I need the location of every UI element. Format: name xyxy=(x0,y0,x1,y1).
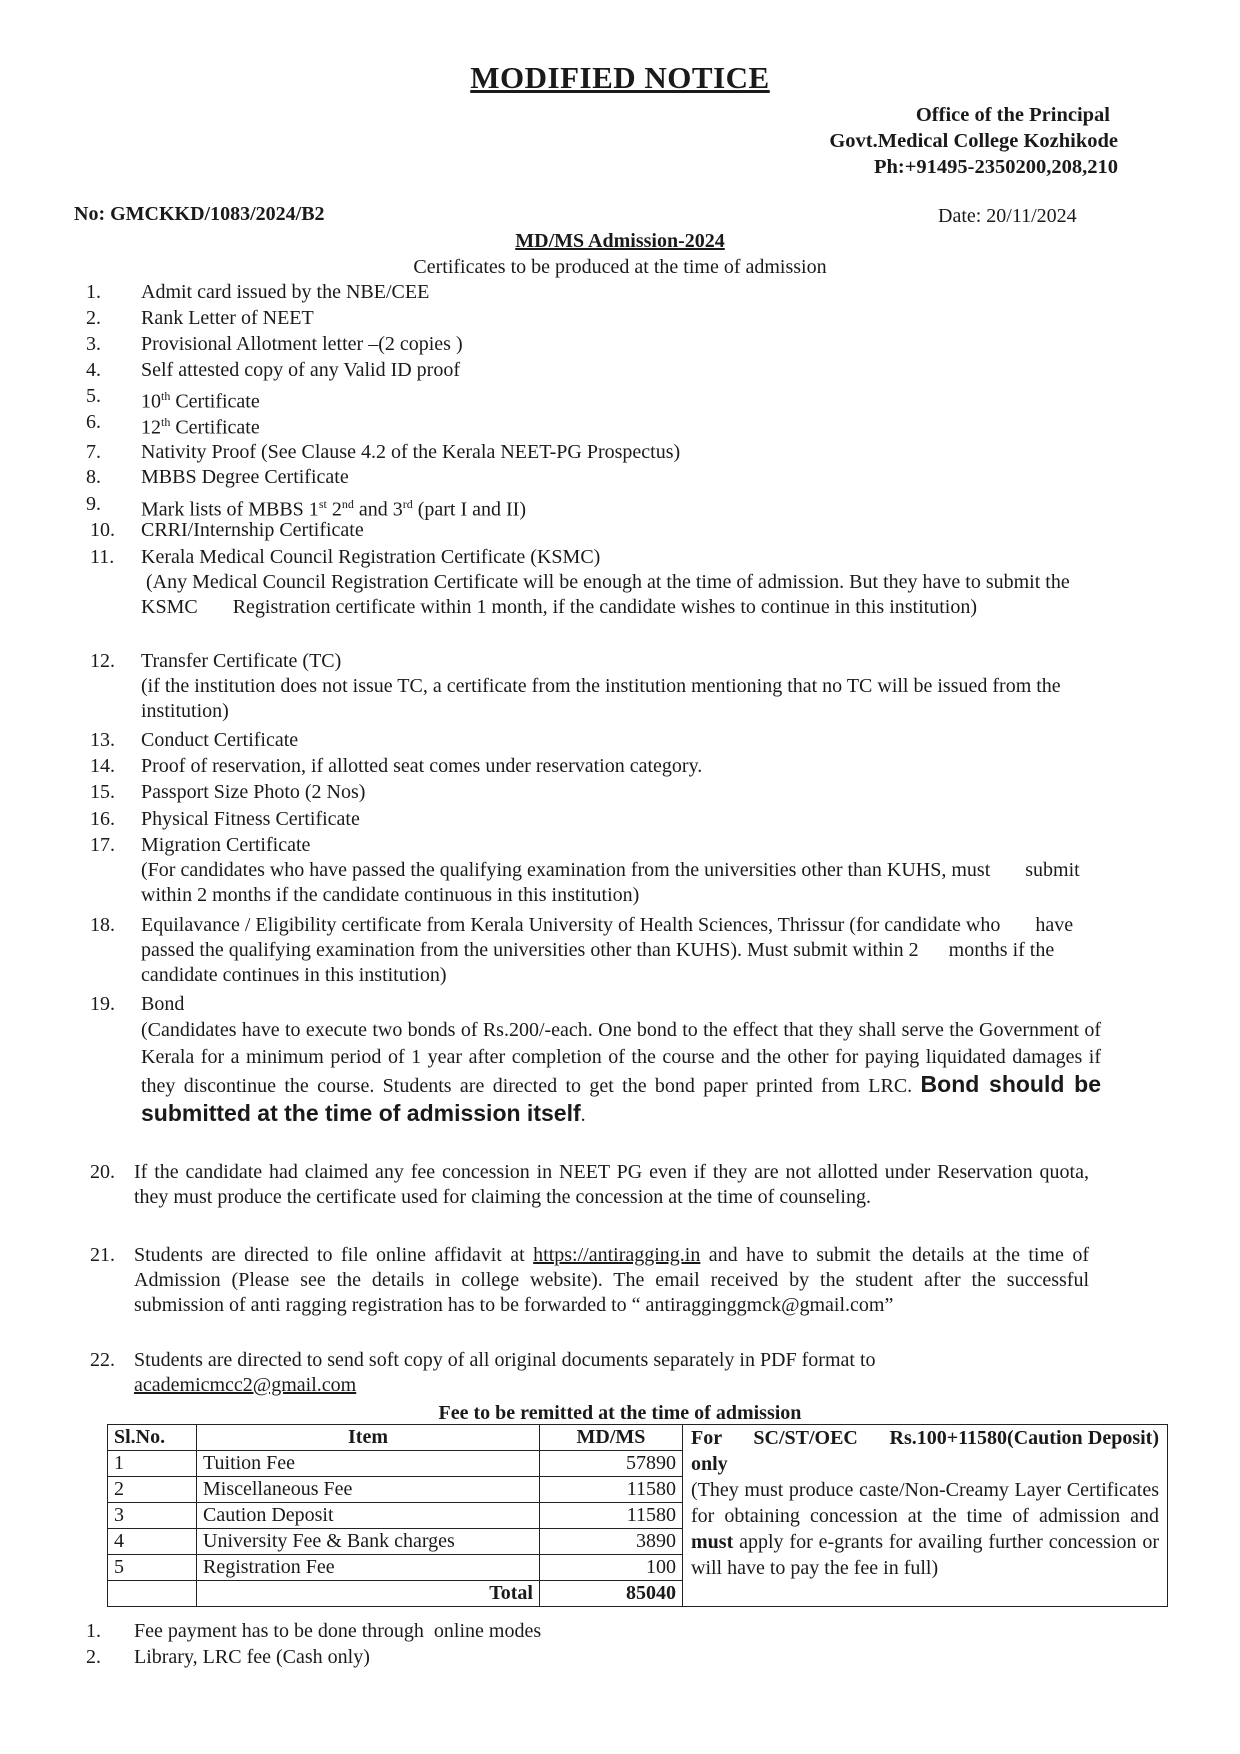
table-header-row xyxy=(108,1425,1168,1451)
item-number: 19. xyxy=(90,993,115,1015)
item-number: 8. xyxy=(86,466,101,488)
item-number: 20. xyxy=(90,1161,115,1183)
office-line-1: Office of the Principal xyxy=(915,104,1110,126)
item-text: MBBS Degree Certificate xyxy=(141,466,349,488)
item-text: Self attested copy of any Valid ID proof xyxy=(141,359,460,381)
item-text: Conduct Certificate xyxy=(141,729,299,751)
item-text: Students are directed to file online affidavit at xyxy=(134,1244,534,1266)
item-text: Mark lists of MBBS 1st 2nd and 3rd (part I and II) xyxy=(141,497,526,521)
item-text: Admit card issued by the NBE/CEE xyxy=(141,281,430,303)
fee-heading: Fee to be remitted at the time of admission xyxy=(438,1402,802,1424)
bond-emphasis: Bond should be submitted at the time of admission itself xyxy=(141,1071,1101,1126)
footnote-text: Library, LRC fee (Cash only) xyxy=(134,1646,370,1668)
total-label: Total xyxy=(197,1581,540,1607)
item-text: 10th Certificate xyxy=(141,389,260,413)
item-text: 12th Certificate xyxy=(141,415,260,439)
column-header: Item xyxy=(197,1425,540,1451)
item-note: (For candidates who have passed the qualifying examination from the universities other than KUHS, must submit within 2 months if the candidate continuous in this institution) xyxy=(141,859,1085,906)
item-number: 12. xyxy=(90,650,115,672)
footnote xyxy=(86,1646,370,1669)
item-number: 5. xyxy=(86,385,101,407)
footnote-number: 1. xyxy=(86,1620,101,1642)
email-link[interactable]: academicmcc2@gmail.com xyxy=(134,1374,357,1396)
item-text: Passport Size Photo (2 Nos) xyxy=(141,781,366,803)
office-line-2: Govt.Medical College Kozhikode xyxy=(829,130,1118,152)
item-note: (if the institution does not issue TC, a certificate from the institution mentioning that no TC will be issued from the institution) xyxy=(141,675,1061,722)
notice-date: Date: 20/11/2024 xyxy=(938,205,1077,227)
item-text: Migration Certificate xyxy=(141,834,311,856)
item-number: 18. xyxy=(90,914,115,936)
item-number: 15. xyxy=(90,781,115,803)
table-row: 2 Miscellaneous Fee 11580 xyxy=(108,1477,1168,1503)
item-number: 9. xyxy=(86,493,101,515)
item-number: 17. xyxy=(90,834,115,856)
footnote-number: 2. xyxy=(86,1646,101,1668)
item-note: (Candidates have to execute two bonds of Rs.200/-each. One bond to the effect that they shall serve the Government of Kerala for a minimum period of 1 year after completion of the course and the other for paying liquidated damages if they discontinue the course. Students are directed to get the bond paper printed from LRC. xyxy=(141,1019,1101,1097)
item-number: 2. xyxy=(86,307,101,329)
item-number: 10. xyxy=(90,519,115,541)
page-title: MODIFIED NOTICE xyxy=(470,60,770,95)
item-number: 13. xyxy=(90,729,115,751)
table-row: 5 Registration Fee 100 xyxy=(108,1555,1168,1581)
total-value: 85040 xyxy=(540,1581,683,1607)
item-number: 7. xyxy=(86,441,101,463)
antiragging-link[interactable]: https://antiragging.in xyxy=(533,1244,701,1266)
item-number: 21. xyxy=(90,1244,115,1266)
subject-heading: MD/MS Admission-2024 xyxy=(515,230,725,252)
subject-subtitle: Certificates to be produced at the time of admission xyxy=(413,256,827,278)
footnote-text: Fee payment has to be done through online modes xyxy=(134,1620,542,1642)
item-text: Students are directed to send soft copy of all original documents separately in PDF format to xyxy=(134,1349,876,1371)
item-text: CRRI/Internship Certificate xyxy=(141,519,364,541)
item-text: Nativity Proof (See Clause 4.2 of the Kerala NEET-PG Prospectus) xyxy=(141,441,681,463)
item-text: Transfer Certificate (TC) xyxy=(141,650,342,672)
fee-table xyxy=(107,1424,1168,1607)
table-row: 4 University Fee & Bank charges 3890 xyxy=(108,1529,1168,1555)
item-text: Rank Letter of NEET xyxy=(141,307,314,329)
table-row: 1 Tuition Fee 57890 xyxy=(108,1451,1168,1477)
item-number: 3. xyxy=(86,333,101,355)
table-row: 3 Caution Deposit 11580 xyxy=(108,1503,1168,1529)
item-number: 1. xyxy=(86,281,101,303)
item-text: Kerala Medical Council Registration Certificate (KSMC) xyxy=(141,546,601,568)
concession-note-bold: For SC/ST/OEC Rs.100+11580(Caution Deposit) only xyxy=(691,1427,1164,1475)
item-text: Physical Fitness Certificate xyxy=(141,808,360,830)
item-text: Equilavance / Eligibility certificate from Kerala University of Health Sciences, Thrissur (for candidate who have passed the qualifying examination from the universities other than KUHS). Must submit within 2 months if the candidate continues in this institution) xyxy=(141,914,1079,986)
item-number: 4. xyxy=(86,359,101,381)
item-number: 11. xyxy=(90,546,115,568)
column-header: MD/MS xyxy=(540,1425,683,1451)
item-note: (Any Medical Council Registration Certificate will be enough at the time of admission. But they have to submit the KSMC Registration certificate within 1 month, if the candidate wishes to continue in this institution) xyxy=(141,571,1075,618)
notice-page: MODIFIED NOTICE Office of the Principal Govt.Medical College Kozhikode Ph:+91495-2350200,208,210 No: GMCKKD/1083/2024/B2 Date: 20/11/2024 MD/MS Admission-2024 Certificates to be produced at the time of admission 1. Admit card issued by the NBE/CEE 2. Rank Letter of NEET 3. Provisional Allotment letter –(2 copies ) 4. Self attested copy of any Valid ID proof 5. 10th Certificate 6. 12th Certificate 7. Nativity Proof (See Clause 4.2 of the Kerala NEET-PG Prospectus) 8. MBBS Degree Certificate 9. Mark lists of MBBS 1st 2nd and 3rd (part I and II) 10. CRRI/Internship Certificate 11. Kerala Medical Council Registration Certificate (KSMC) (Any Medical Council Registration Certificate will be enough at the time of admission. But they have to submit the KSMC Registration certificate within 1 month, if the candidate wishes to continue in this institution) 12. Transfer Certificate (TC) (if the institution does not issue TC, a certificate from the institution mentioning that no TC will be issued from the institution) 13. Conduct Certificate 14. Proof of reservation, if allotted seat comes under reservation category. 15. Passport Size Photo (2 Nos) 16. Physical Fitness Certificate 17. Migration Certificate (For candidates who have passed the qualifying examination from the universities other than KUHS, must submit within 2 months if the candidate continuous in this institution) 18. Equilavance / Eligibility certificate from Kerala University of Health Sciences, Thrissur (for candidate who have passed the qualifying examination from the universities other than KUHS). Must submit within 2 months if the candidate continues in this institution) 19. Bond (Candidates have to execute two bonds of Rs.200/-each. One bond to the effect that they shall serve the Government of Kerala for a minimum period of 1 year after completion of the course and the other for paying liquidated damages if they discontinue the course. Students are directed to get the bond paper printed from LRC. Bond should be submitted at the time of admission itself. 20. If the candidate had claimed any fee concession in NEET PG even if they are not allotted under Reservation quota, they must produce the certificate used for claiming the concession at the time of counseling. 21. Students are directed to file online affidavit at https://antiragging.in and have to submit the details at the time of Admission (Please see the details in college website). The email received by the student after the successful submission of anti ragging registration has to be forwarded to “ antiragginggmck@gmail.com” 22. Students are directed to send soft copy of all original documents separately in PDF format to academicmcc2@gmail.com Fee to be remitted at the time of admission Sl.No. Item MD/MS For SC/ST/OEC Rs.100+11580(Caution Deposit) only (They must produce caste/Non-Creamy Layer Certificates for obtaining concession at the time of admission and must apply for e-grants for availing further concession or will have to pay the fee in full) 1 Tuition Fee 57890 2 Miscellaneous Fee 11580 3 Caution Deposit 11580 4 University Fee & Bank charges 3890 5 Registration Fee 100 Total 85040 1. Fee payment has to be done through online modes 2. Library, LRC fee (Cash only) xyxy=(0,0,1240,1754)
item-number: 14. xyxy=(90,755,115,777)
item-number: 16. xyxy=(90,808,115,830)
footnote xyxy=(86,1620,541,1643)
item-number: 6. xyxy=(86,411,101,433)
column-header: Sl.No. xyxy=(108,1425,197,1451)
item-number: 22. xyxy=(90,1349,115,1371)
item-text: Proof of reservation, if allotted seat comes under reservation category. xyxy=(141,755,703,777)
item-text: Bond xyxy=(141,993,185,1015)
item-text: If the candidate had claimed any fee concession in NEET PG even if they are not allotted under Reservation quota, they must produce the certificate used for claiming the concession at the time of counseling. xyxy=(134,1161,1089,1208)
office-line-3: Ph:+91495-2350200,208,210 xyxy=(873,156,1118,178)
reference-number: No: GMCKKD/1083/2024/B2 xyxy=(74,203,325,225)
office-address xyxy=(829,102,1118,180)
item-text: Provisional Allotment letter –(2 copies ) xyxy=(141,333,463,355)
concession-note: For SC/ST/OEC Rs.100+11580(Caution Deposit) only (They must produce caste/Non-Creamy Layer Certificates for obtaining concession at the time of admission and must apply for e-grants for availing further concession or will have to pay the fee in full) xyxy=(683,1425,1168,1607)
